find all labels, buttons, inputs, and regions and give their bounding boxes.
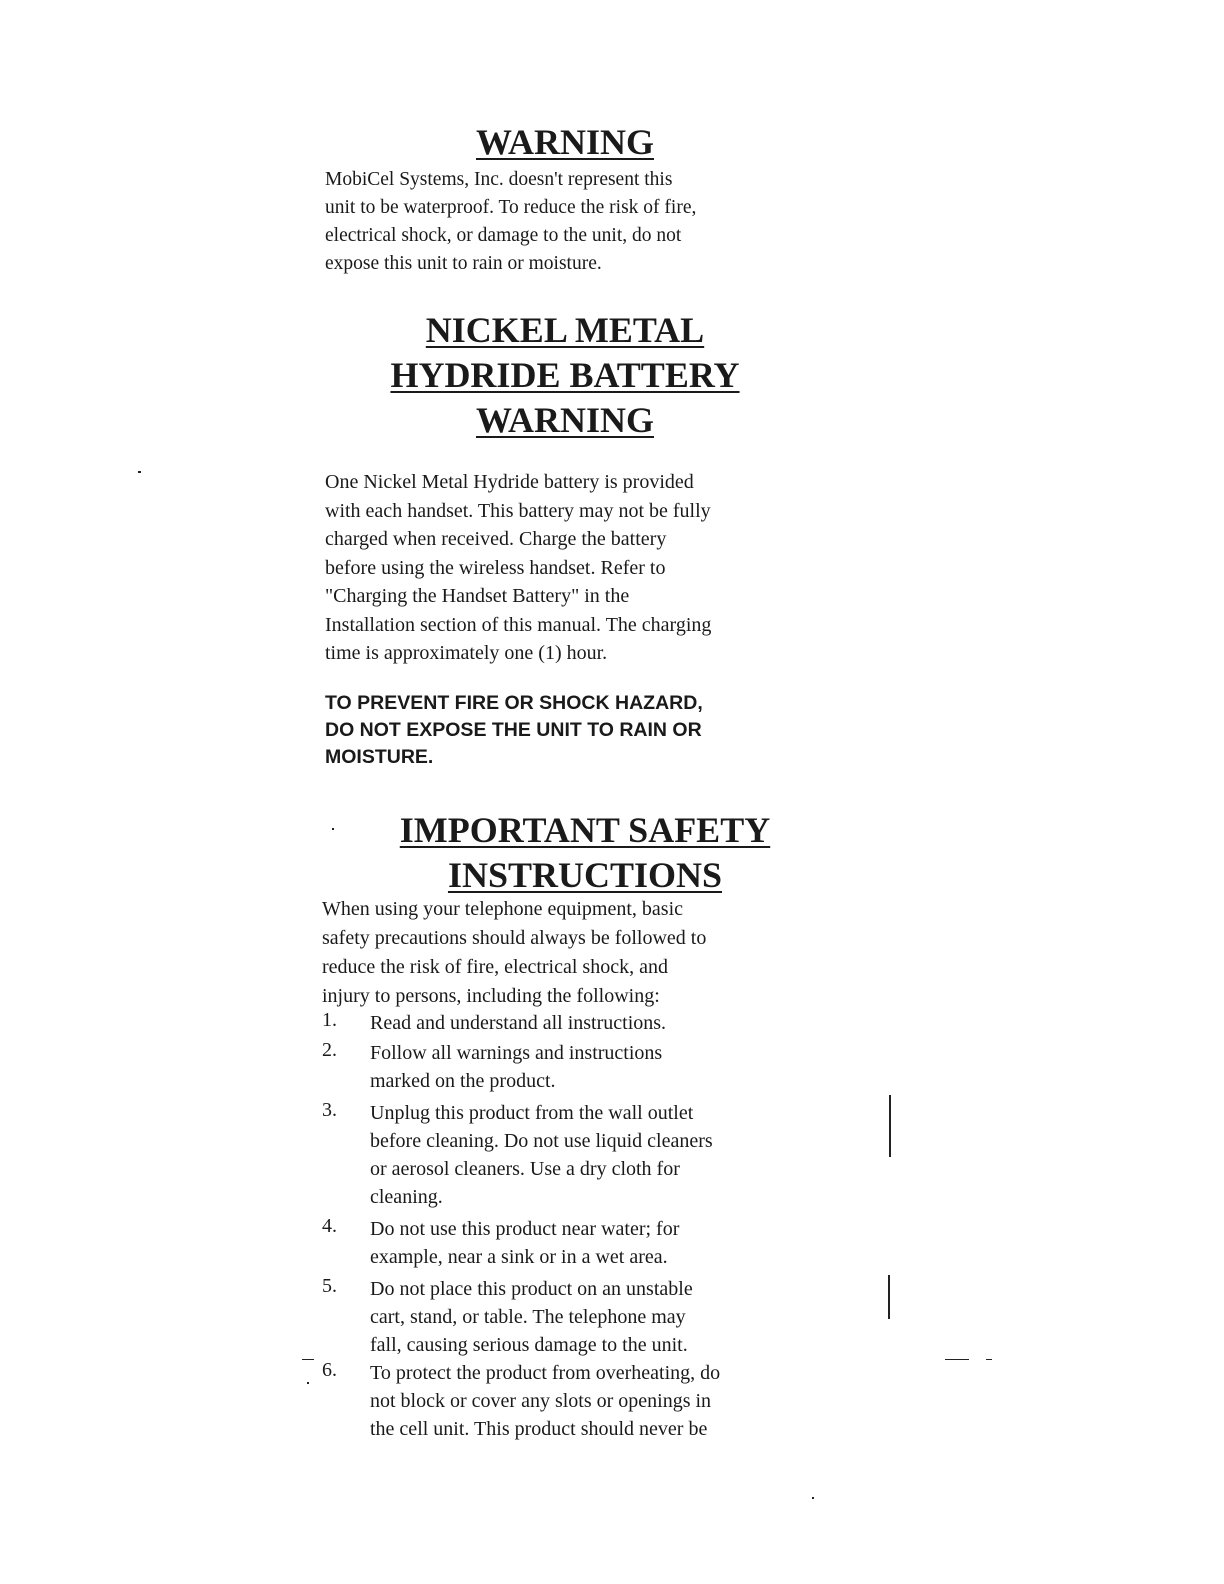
item-number: 6.: [322, 1359, 337, 1381]
text-line: "Charging the Handset Battery" in the: [325, 585, 630, 607]
item-number: 3.: [322, 1099, 337, 1121]
text-line: reduce the risk of fire, electrical shock, and: [322, 956, 668, 978]
text-line: To protect the product from overheating, do: [370, 1362, 721, 1384]
text-line: safety precautions should always be followed to: [322, 927, 707, 949]
text-line: Follow all warnings and instructions: [370, 1042, 663, 1064]
scan-mark: [986, 1359, 992, 1360]
hazard-notice: [325, 690, 825, 771]
text-line: Installation section of this manual. The charging: [325, 613, 712, 636]
text-line: example, near a sink or in a wet area.: [370, 1246, 668, 1268]
warning-heading: WARNING: [475, 122, 654, 162]
text-line: fall, causing serious damage to the unit.: [370, 1334, 688, 1356]
text-line: time is approximately one (1) hour.: [325, 642, 608, 664]
scan-mark: [332, 828, 334, 830]
safety-heading: IMPORTANT SAFETY INSTRUCTIONS: [399, 810, 771, 895]
safety-instructions-list: [322, 1009, 822, 1443]
text-line: MobiCel Systems, Inc. doesn't represent this: [325, 169, 673, 190]
text-line: marked on the product.: [370, 1070, 556, 1092]
text-line: or aerosol cleaners. Use a dry cloth for: [370, 1158, 680, 1180]
text-line: Do not place this product on an unstable: [370, 1278, 693, 1300]
text-line: injury to persons, including the following:: [322, 985, 660, 1007]
battery-paragraph: [325, 468, 815, 668]
text-line: cart, stand, or table. The telephone may: [370, 1306, 686, 1328]
item-number: 4.: [322, 1215, 337, 1237]
list-item: [322, 1275, 822, 1359]
list-item: [322, 1099, 822, 1211]
text-line: Read and understand all instructions.: [370, 1012, 667, 1034]
battery-heading: NICKEL METAL HYDRIDE BATTERY WARNING: [390, 310, 740, 440]
list-item: [322, 1215, 822, 1271]
text-line: DO NOT EXPOSE THE UNIT TO RAIN OR: [325, 719, 702, 741]
text-line: One Nickel Metal Hydride battery is provided: [325, 471, 694, 493]
text-line: with each handset. This battery may not be fully: [325, 499, 711, 522]
text-line: expose this unit to rain or moisture.: [325, 253, 602, 274]
warning-paragraph: [325, 166, 815, 278]
text-line: TO PREVENT FIRE OR SHOCK HAZARD,: [325, 692, 703, 714]
item-number: 1.: [322, 1009, 337, 1031]
text-line: before cleaning. Do not use liquid cleaners: [370, 1130, 713, 1152]
text-line: Unplug this product from the wall outlet: [370, 1102, 694, 1124]
text-line: unit to be waterproof. To reduce the risk of fire,: [325, 197, 697, 218]
text-line: MOISTURE.: [325, 746, 434, 768]
safety-intro: [322, 895, 812, 1011]
list-item: [322, 1039, 822, 1095]
text-line: Do not use this product near water; for: [370, 1218, 680, 1240]
text-line: before using the wireless handset. Refer to: [325, 556, 666, 579]
text-line: charged when received. Charge the battery: [325, 528, 667, 550]
text-line: not block or cover any slots or openings in: [370, 1390, 712, 1412]
list-item: [322, 1009, 822, 1037]
text-line: electrical shock, or damage to the unit, do not: [325, 225, 682, 246]
list-item: [322, 1359, 822, 1443]
item-number: 2.: [322, 1039, 337, 1061]
text-line: cleaning.: [370, 1186, 443, 1208]
scan-mark: [138, 471, 141, 473]
scan-mark: [307, 1382, 309, 1384]
scan-mark: [889, 1095, 891, 1157]
scan-mark: [302, 1359, 314, 1360]
scan-mark: [945, 1359, 969, 1360]
scan-mark: [888, 1275, 890, 1319]
item-number: 5.: [322, 1275, 337, 1297]
text-line: When using your telephone equipment, basic: [322, 898, 684, 920]
text-line: the cell unit. This product should never be: [370, 1418, 708, 1440]
scan-mark: [812, 1497, 814, 1499]
